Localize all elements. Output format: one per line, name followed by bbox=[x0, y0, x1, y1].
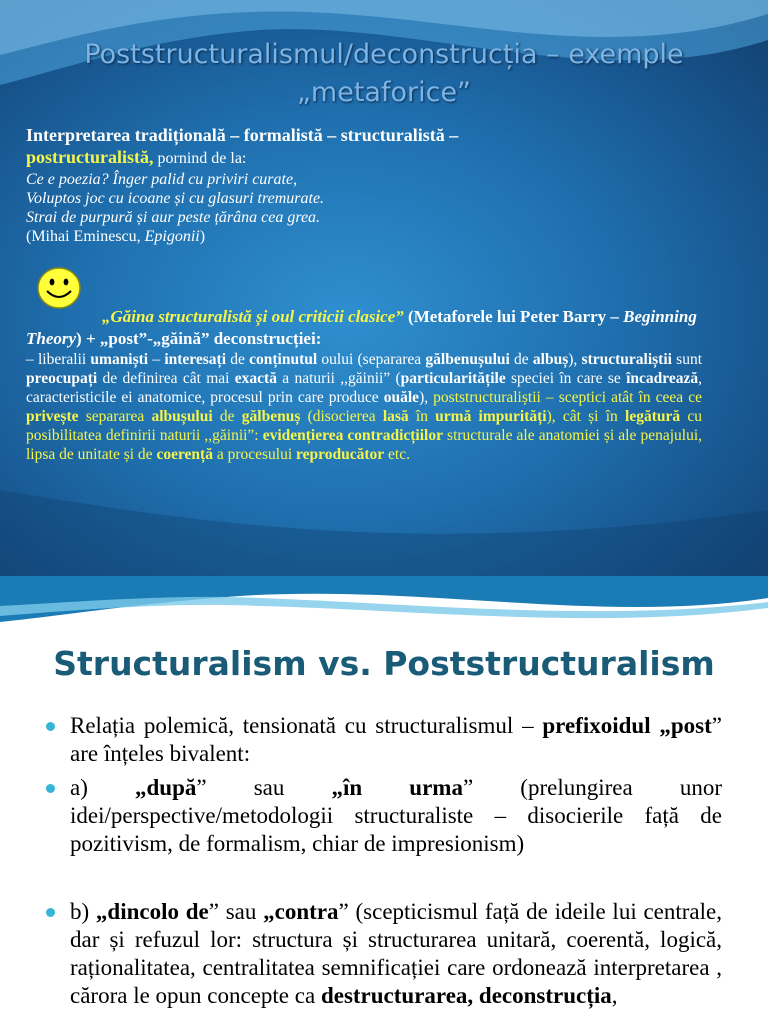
bullet-text: destructurarea, deconstrucția bbox=[320, 983, 612, 1008]
paragraph-segment: evidențierea contradicțiilor bbox=[262, 427, 443, 444]
paragraph-segment: – bbox=[148, 351, 165, 368]
paragraph-segment: urmă impurități bbox=[435, 408, 547, 425]
paragraph-segment: albușului bbox=[151, 408, 213, 425]
gaina-rest1: (Metaforele lui Peter Barry – bbox=[403, 307, 624, 326]
bullet-text: ” sau bbox=[208, 899, 264, 924]
paragraph-segment: umaniști bbox=[90, 351, 149, 368]
bullet-text: „în urma bbox=[331, 775, 463, 800]
bullet-list bbox=[46, 712, 722, 1016]
paragraph-segment: (disocierea bbox=[300, 408, 383, 425]
bullet-text: „dincolo de bbox=[95, 899, 209, 924]
gaina-rest2: ) + „post”-„găină” deconstrucției: bbox=[76, 329, 322, 348]
bullet-text: , bbox=[611, 983, 618, 1008]
paragraph-segment: privește bbox=[26, 408, 79, 425]
heading-part1: Interpretarea tradițională – formalistă – structuralistă – bbox=[26, 125, 459, 145]
slide-1-title: Poststructuralismul/deconstrucția – exemple „metaforice” bbox=[84, 39, 684, 108]
bullet-text: „contra bbox=[263, 899, 339, 924]
paragraph-segment: interesați bbox=[164, 351, 227, 368]
poem-line: Ce e poezia? Înger palid cu priviri curate, bbox=[26, 171, 298, 188]
bullet-item bbox=[46, 712, 722, 768]
heading-highlight: postructuralistă bbox=[26, 147, 149, 167]
slide-1-intro bbox=[26, 124, 702, 246]
bullet-text: prefixoidul „post bbox=[542, 713, 712, 738]
egg-metaphor-paragraph bbox=[26, 350, 702, 464]
bullet-text: ” (prelungirea unor idei/perspective/metodologii structuraliste – disocierile față de pozitivism, de formalism, chiar de impresionism) bbox=[70, 775, 722, 856]
paragraph-segment: exactă bbox=[234, 370, 277, 387]
paragraph-segment: de bbox=[509, 351, 533, 368]
paragraph-segment: a naturii ,,găinii” ( bbox=[276, 370, 401, 387]
intro-heading bbox=[26, 124, 702, 170]
poem-line: Voluptos joc cu icoane și cu glasuri tremurate. bbox=[26, 190, 325, 207]
paragraph-segment: a procesului bbox=[212, 446, 297, 463]
paragraph-segment: cu posibilitatea definirii naturii ,,găinii”: bbox=[26, 408, 702, 444]
paragraph-segment: poststructuraliștii bbox=[433, 389, 541, 406]
bullet-dot-icon bbox=[46, 784, 55, 793]
poem-author bbox=[26, 227, 702, 246]
paragraph-segment: încadrează bbox=[626, 370, 699, 387]
paragraph-segment: gălbenuș bbox=[241, 408, 301, 425]
smiley-face-icon bbox=[36, 266, 82, 310]
paragraph-segment: coerență bbox=[156, 446, 213, 463]
paragraph-segment: gălbenușului bbox=[425, 351, 510, 368]
bullet-dot-icon bbox=[46, 722, 55, 731]
bullet-text: ” are înțeles bivalent: bbox=[70, 713, 722, 766]
bullet-text: Relația polemică, tensionată cu structuralismul – bbox=[70, 713, 543, 738]
bullet-item bbox=[46, 898, 722, 1010]
decorative-wave bbox=[0, 576, 768, 636]
gaina-heading bbox=[26, 306, 702, 350]
paragraph-segment: oului (separarea bbox=[317, 351, 426, 368]
bullet-text: b) bbox=[70, 899, 96, 924]
heading-from: pornind de la: bbox=[153, 150, 247, 167]
paragraph-segment: legătură bbox=[625, 408, 681, 425]
paragraph-segment: de bbox=[226, 351, 250, 368]
paragraph-segment: – liberalii bbox=[26, 351, 91, 368]
paragraph-segment: etc. bbox=[384, 446, 410, 463]
paragraph-segment: particularitățile bbox=[400, 370, 506, 387]
paragraph-segment: reproducător bbox=[296, 446, 385, 463]
paragraph-segment: preocupați bbox=[26, 370, 98, 387]
bullet-item bbox=[46, 774, 722, 858]
gaina-book: Beginning Theory bbox=[26, 307, 697, 348]
paragraph-segment: , caracteristicile ei anatomice, procesul prin care produce bbox=[26, 370, 703, 406]
paragraph-segment: în bbox=[408, 408, 436, 425]
paragraph-segment: – sceptici atât în ceea ce bbox=[540, 389, 702, 406]
bullet-text: „după bbox=[135, 775, 197, 800]
paragraph-segment: sunt bbox=[671, 351, 703, 368]
paragraph-segment: ), bbox=[568, 351, 582, 368]
paragraph-segment: structuraliștii bbox=[581, 351, 672, 368]
bullet-text: ” sau bbox=[196, 775, 332, 800]
paragraph-segment: de definirea cât mai bbox=[97, 370, 235, 387]
paragraph-segment: ), cât și în bbox=[546, 408, 626, 425]
paragraph-segment: de bbox=[212, 408, 242, 425]
paragraph-segment: albuș bbox=[532, 351, 569, 368]
paragraph-segment: separarea bbox=[78, 408, 152, 425]
paragraph-segment: ), bbox=[419, 389, 434, 406]
slide-2 bbox=[0, 576, 768, 1024]
slide-2-title: Structuralism vs. Poststructuralism bbox=[53, 644, 715, 683]
poem-line: Strai de purpură și aur peste țărâna cea grea. bbox=[26, 209, 321, 226]
gaina-italic: „Găina structuralistă și oul criticii clasice” bbox=[102, 307, 404, 326]
author-suffix: ) bbox=[199, 228, 206, 245]
paragraph-segment: speciei în care se bbox=[505, 370, 627, 387]
author-prefix: (Mihai Eminescu, bbox=[26, 228, 145, 245]
bullet-dot-icon bbox=[46, 908, 55, 917]
paragraph-segment: lasă bbox=[382, 408, 409, 425]
author-work: Epigonii bbox=[144, 228, 200, 245]
bullet-text: ” (scepticismul față de ideile lui centrale, dar și refuzul lor: structura și structurarea unitară, coerentă, logică, raționalitatea, centralitatea semnificației care ordonează interpretarea , cărora le opun concepte ca bbox=[70, 899, 722, 1008]
bullet-text: a) bbox=[70, 775, 135, 800]
heading-comma: , bbox=[149, 147, 154, 167]
paragraph-segment: structurale ale anatomiei și ale penajului, lipsa de unitate și de bbox=[26, 427, 702, 463]
paragraph-segment: ouăle bbox=[383, 389, 420, 406]
poem bbox=[26, 170, 702, 227]
paragraph-segment: conținutul bbox=[249, 351, 318, 368]
